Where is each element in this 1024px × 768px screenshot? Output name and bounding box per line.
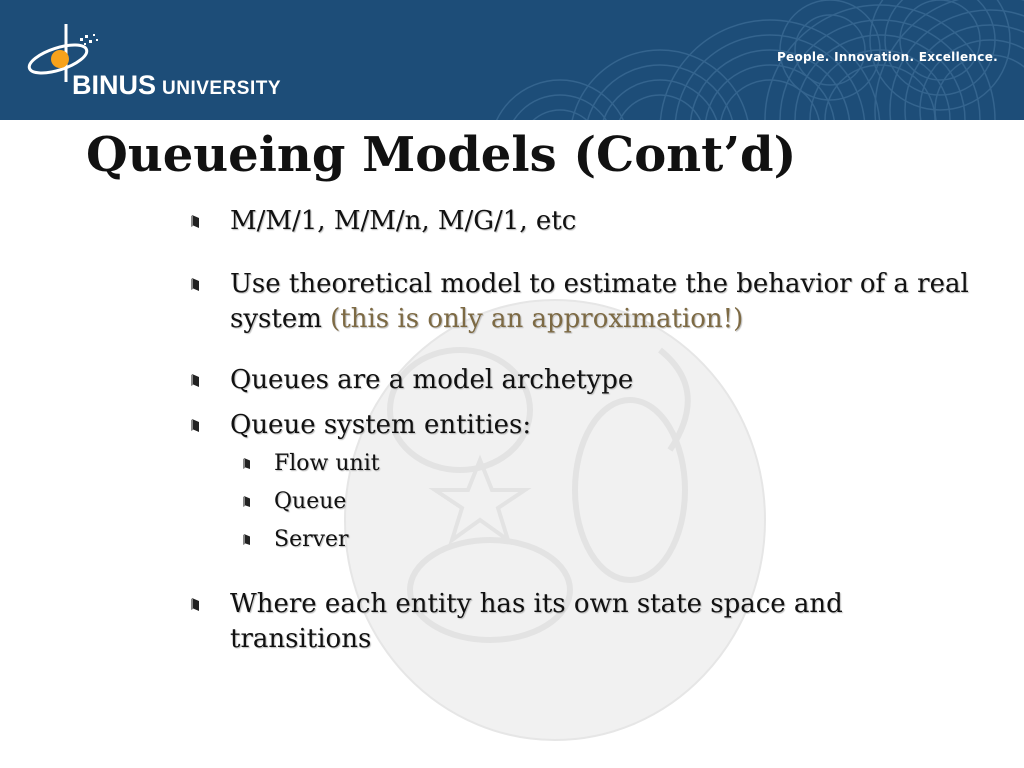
bullet-icon: [190, 418, 201, 433]
bullet-item: Queues are a model archetype: [190, 363, 990, 398]
sub-bullet-item: Queue: [190, 483, 990, 521]
bullet-item: M/M/1, M/M/n, M/G/1, etc: [190, 204, 990, 239]
logo-wordmark: [72, 70, 281, 101]
bullet-icon: [190, 597, 201, 612]
binus-logo: [22, 22, 292, 102]
bullet-icon: [190, 214, 201, 229]
bullet-item: Queue system entities:: [190, 408, 990, 443]
sub-bullet-icon: [242, 533, 252, 546]
logo-university-text: UNIVERSITY: [162, 78, 282, 99]
approximation-note: (this is only an approximation!): [330, 304, 744, 334]
sub-bullet-icon: [242, 495, 252, 508]
header-banner: [0, 0, 1024, 120]
sub-bullet-icon: [242, 457, 252, 470]
tagline: People. Innovation. Excellence.: [776, 50, 998, 64]
logo-brand-text: BINUS: [72, 70, 157, 100]
bullet-item: Where each entity has its own state space and transitions: [190, 587, 990, 657]
bullet-icon: [190, 277, 201, 292]
bullet-icon: [190, 373, 201, 388]
slide-title: Queueing Models (Cont’d): [86, 127, 797, 183]
bullet-item: Use theoretical model to estimate the behavior of a real system (this is only an approximation!): [190, 267, 990, 337]
sub-bullet-item: Server: [190, 521, 990, 559]
bullet-list: [190, 200, 990, 657]
sub-bullet-item: Flow unit: [190, 445, 990, 483]
